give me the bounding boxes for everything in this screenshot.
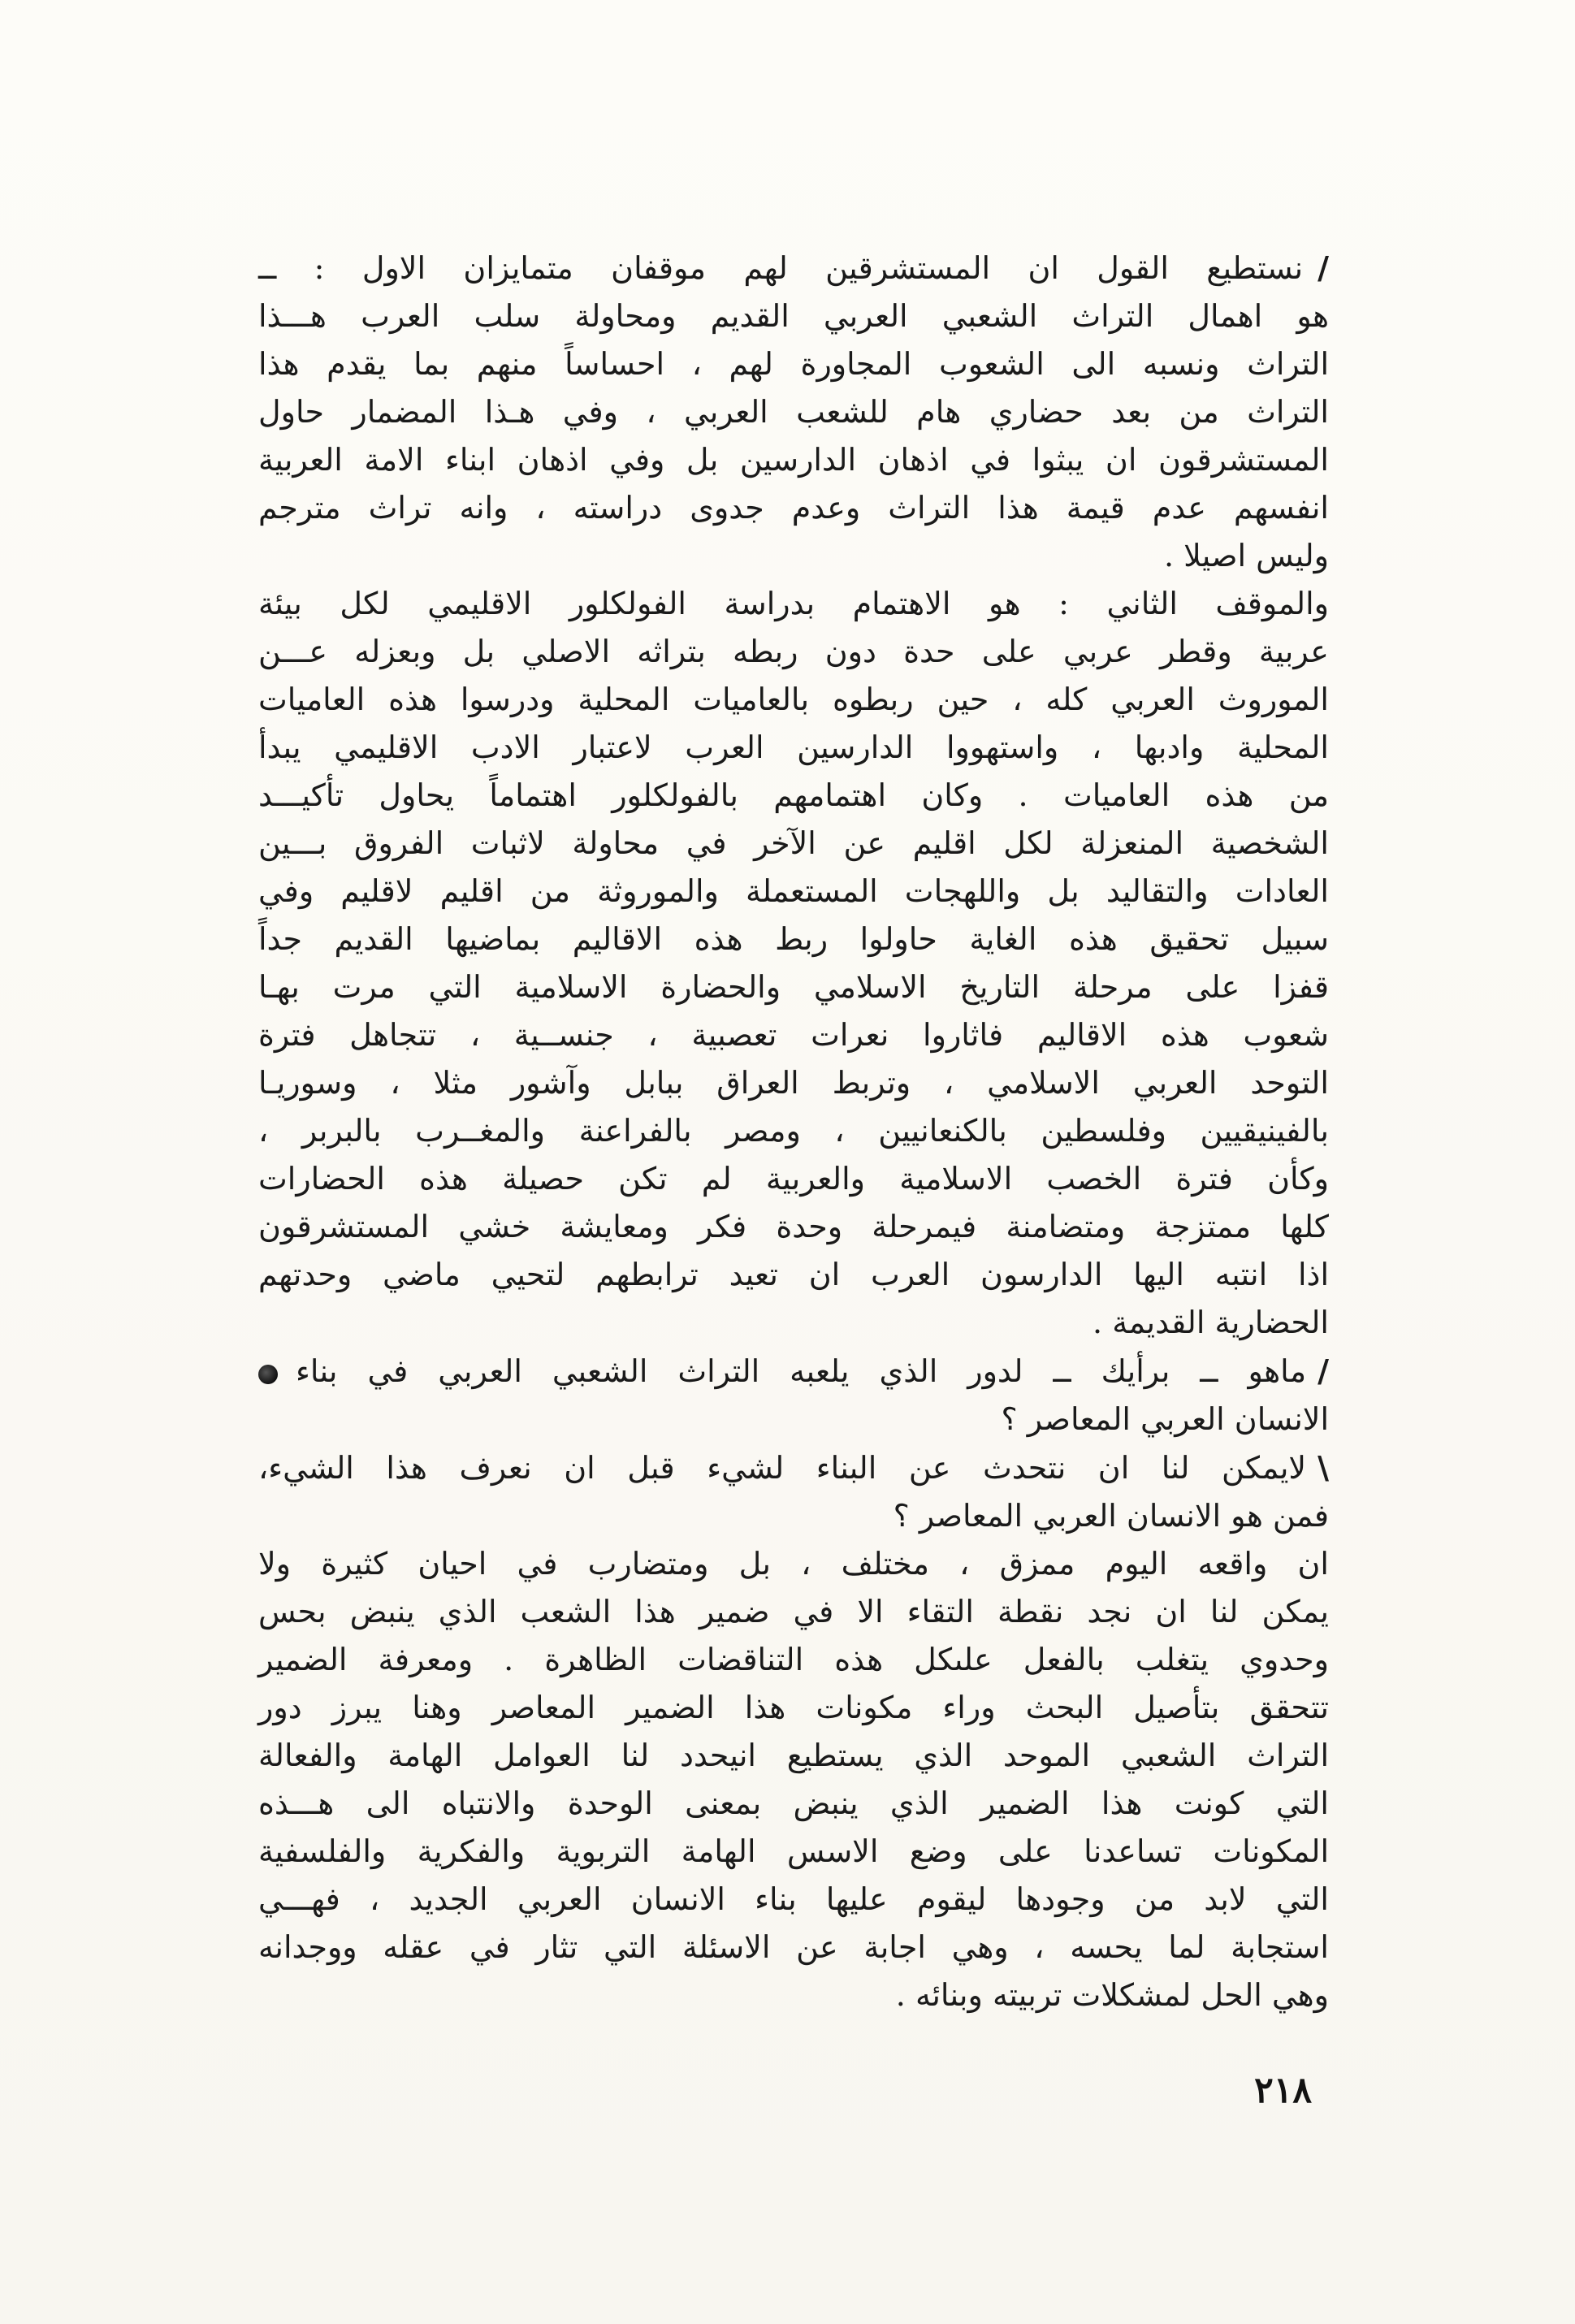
text-line: كلها ممتزجة ومتضامنة فيمرحلة وحدة فكر ومعايشة خشي المستشرقون: [258, 1209, 1329, 1244]
answer-body: [258, 244, 1329, 580]
text-line: يمكن لنا ان نجد نقطة التقاء الا في ضمير هذا الشعب الذي ينبض بحس: [258, 1594, 1329, 1629]
text-line: الموروث العربي كله ، حين ربطوه بالعاميات المحلية ودرسوا هذه العاميات: [258, 682, 1329, 717]
text-line: فمن هو الانسان العربي المعاصر ؟: [893, 1498, 1329, 1534]
text-line: وليس اصيلا .: [1163, 538, 1329, 573]
text-line: وحدوي يتغلب بالفعل علىكل هذه التناقضات الظاهرة . ومعرفة الضمير: [258, 1642, 1329, 1677]
question-marker: /: [1318, 1352, 1329, 1389]
text-line: ان واقعه اليوم ممزق ، مختلف ، بل ومتضارب في احيان كثيرة ولا: [258, 1546, 1329, 1582]
text-line: عربية وقطر عربي على حدة دون ربطه بتراثه الاصلي بل وبعزله عـــن: [258, 634, 1329, 669]
page-number: ٢١٨: [1254, 2070, 1312, 2111]
text-line: الانسان العربي المعاصر ؟: [1001, 1401, 1329, 1437]
text-line: وكأن فترة الخصب الاسلامية والعربية لم تكن حصيلة هذه الحضارات: [258, 1161, 1329, 1197]
text-line: التي لابد من وجودها ليقوم عليها بناء الانسان العربي الجديد ، فهـــي: [258, 1881, 1329, 1917]
answer-block-2: [258, 1443, 1329, 1540]
text-line: \لايمكن لنا ان نتحدث عن البناء لشيء قبل ان نعرف هذا الشيء،: [258, 1449, 1329, 1486]
text-line: الحضارية القديمة .: [1093, 1305, 1329, 1340]
text-line: المستشرقون ان يبثوا في اذهان الدارسين بل وفي اذهان ابناء الامة العربية: [258, 442, 1329, 478]
text-line: التوحد العربي الاسلامي ، وتربط العراق ببابل وآشور مثلا ، وسوريـا: [258, 1065, 1329, 1101]
text-line: /ماهو ــ برأيك ــ لدور الذي يلعبه التراث الشعبي العربي في بناء: [258, 1347, 1329, 1396]
paragraph-contemporary-arab: [258, 1540, 1329, 2019]
text-line: هو اهمال التراث الشعبي العربي القديم ومحاولة سلب العرب هـــذا: [258, 298, 1329, 334]
text-line: قفزا على مرحلة التاريخ الاسلامي والحضارة الاسلامية التي مرت بهـا: [258, 969, 1329, 1005]
bullet-icon: [258, 1365, 278, 1384]
text-line: العادات والتقاليد بل واللهجات المستعملة والموروثة من اقليم لاقليم وفي: [258, 873, 1329, 909]
paragraph-second-position: [258, 580, 1329, 1347]
text-line: التراث ونسبه الى الشعوب المجاورة لهم ، احساساً منهم بما يقدم هذا: [258, 346, 1329, 382]
text-line: بالفينيقيين وفلسطين بالكنعانيين ، ومصر بالفراعنة والمغــرب بالبربر ،: [258, 1113, 1329, 1149]
text-line: والموقف الثاني : هو الاهتمام بدراسة الفولكلور الاقليمي لكل بيئة: [258, 586, 1329, 621]
text-line: شعوب هذه الاقاليم فاثاروا نعرات تعصبية ، جنســية ، تتجاهل فترة: [258, 1017, 1329, 1053]
question-block: [258, 1347, 1329, 1443]
text-line: استجابة لما يحسه ، وهي اجابة عن الاسئلة التي تثار في عقله ووجدانه: [258, 1929, 1329, 1965]
text-line: تتحقق بتأصيل البحث وراء مكونات هذا الضمير المعاصر وهنا يبرز دور: [258, 1690, 1329, 1725]
text-line: انفسهم عدم قيمة هذا التراث وعدم جدوى دراسته ، وانه تراث مترجم: [258, 490, 1329, 526]
text-line: المحلية وادبها ، واستهووا الدارسين العرب لاعتبار الادب الاقليمي يبدأ: [258, 729, 1329, 765]
text-line: /نستطيع القول ان المستشرقين لهم موقفان متمايزان الاول : ــ: [258, 249, 1329, 286]
answer-marker: \: [1318, 1449, 1329, 1486]
text-line: من هذه العاميات . وكان اهتمامهم بالفولكلور اهتماماً يحاول تأكيـــد: [258, 777, 1329, 813]
body-text: [258, 244, 1329, 2019]
answer-marker: /: [1318, 249, 1329, 286]
text-line: التي كونت هذا الضمير الذي ينبض بمعنى الوحدة والانتباه الى هـــذه: [258, 1785, 1329, 1821]
text-line: التراث من بعد حضاري هام للشعب العربي ، وفي هـذا المضمار حاول: [258, 394, 1329, 430]
text-line: وهي الحل لمشكلات تربيته وبنائه .: [895, 1977, 1329, 2013]
text-line: التراث الشعبي الموحد الذي يستطيع انيحدد لنا العوامل الهامة والفعالة: [258, 1738, 1329, 1773]
answer-block-1: [258, 244, 1329, 580]
text-line: الشخصية المنعزلة لكل اقليم عن الآخر في محاولة لاثبات الفروق بـــين: [258, 825, 1329, 861]
text-line: المكونات تساعدنا على وضع الاسس الهامة التربوية والفكرية والفلسفية: [258, 1833, 1329, 1869]
text-line: سبيل تحقيق هذه الغاية حاولوا ربط هذه الاقاليم بماضيها القديم جداً: [258, 921, 1330, 957]
text-line: اذا انتبه اليها الدارسون العرب ان تعيد ترابطهم لتحيي ماضي وحدتهم: [258, 1257, 1329, 1292]
